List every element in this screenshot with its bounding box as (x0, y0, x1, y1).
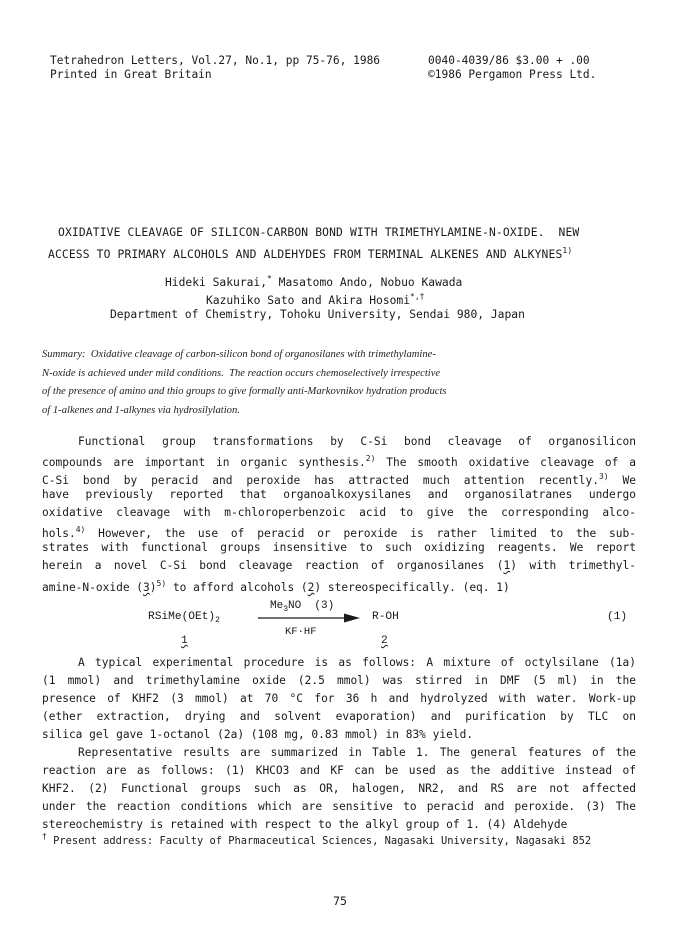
body-line: reaction are as follows: (1) KHCO3 and KF can be used as the additive instead of (42, 764, 636, 777)
summary-line: Summary: Oxidative cleavage of carbon-silicon bond of organosilanes with trimethylamine- (42, 349, 436, 360)
body-text: ) with trimethyl- (510, 559, 636, 572)
body-line: A typical experimental procedure is as follows: A mixture of octylsilane (1a) (78, 656, 636, 669)
body-text: compounds are important in organic synthesis. (42, 456, 366, 469)
body-line: stereochemistry is retained with respect to the alkyl group of 1. (4) Aldehyde (42, 818, 568, 831)
corresponding-mark: * (267, 274, 272, 283)
eq-reactant-text: RSiMe(OEt) (148, 611, 216, 623)
body-text: amine-N-oxide ( (42, 581, 144, 594)
eq-reagent-sub: 3 (283, 605, 289, 614)
authors-line-2-text: Kazuhiko Sato and Akira Hosomi (206, 294, 411, 307)
body-text: C-Si bond by peracid and peroxide has attracted much attention recently. (42, 474, 599, 487)
compound-number: 2 (307, 581, 315, 594)
eq-reactant-number: 1 (181, 635, 188, 647)
body-line: have previously reported that organoalkoxysilanes and organosilatranes undergo (42, 488, 636, 501)
authors-rest: Masatomo Ando, Nobuo Kawada (271, 276, 463, 289)
body-line: KHF2. (2) Functional groups such as OR, halogen, NR2, and RS are not affected (42, 782, 636, 795)
ref-mark: 2) (365, 454, 376, 463)
title-line-1: OXIDATIVE CLEAVAGE OF SILICON-CARBON BOND WITH TRIMETHYLAMINE-N-OXIDE. NEW (58, 226, 580, 239)
body-line: Functional group transformations by C-Si bond cleavage of organosilicon (78, 435, 636, 448)
eq-reactant-sub: 2 (215, 616, 220, 625)
body-line: presence of KHF2 (3 mmol) at 70 °C for 36 h and hydrolyzed with water. Work-up (42, 692, 636, 705)
body-line: amine-N-oxide $(3)^{5)}$ to afford alcohols (2) stereospecifically. (eq. 1) (42, 579, 510, 594)
issn-price: 0040-4039/86 $3.00 + .00 (428, 54, 590, 67)
ref-mark: 5) (156, 579, 167, 588)
ref-mark: 3) (598, 472, 609, 481)
eq-product-number: 2 (381, 635, 388, 647)
body-line: (1 mmol) and trimethylamine oxide (2.5 mmol) was stirred in DMF (5 ml) in the (42, 674, 636, 687)
journal-citation: Tetrahedron Letters, Vol.27, No.1, pp 75-76, 1986 (50, 54, 381, 67)
body-line: oxidative cleavage with m-chloroperbenzoic acid to give the corresponding alco- (42, 506, 636, 519)
body-text: We (622, 474, 636, 487)
body-line: (ether extraction, drying and solvent evaporation) and purification by TLC on (42, 710, 636, 723)
page-number: 75 (333, 894, 347, 908)
body-text: The smooth oxidative cleavage of a (386, 456, 636, 469)
summary-line: N-oxide is achieved under mild conditions. The reaction occurs chemoselectively irrespective (42, 367, 441, 379)
body-line: strates with functional groups insensitive to such oxidizing reagents. We report (42, 541, 636, 554)
body-text: herein a novel C-Si bond cleavage reaction of organosilanes ( (42, 559, 504, 572)
affiliation: Department of Chemistry, Tohoku University, Sendai 980, Japan (110, 308, 525, 321)
footnote-mark: † (42, 832, 47, 841)
summary-line: of 1-alkenes and 1-alkynes via hydrosilylation. (42, 405, 240, 417)
printed-in: Printed in Great Britain (50, 68, 212, 81)
eq-label: (1) (607, 611, 628, 623)
body-text: hols. (42, 527, 76, 540)
eq-reagent-rest: NO (3) (288, 600, 335, 612)
authors-line-2-mark: *,† (410, 292, 425, 301)
compound-number: 3 (143, 581, 150, 594)
footnote (42, 832, 591, 847)
body-line: under the reaction conditions which are sensitive to peracid and peroxide. (3) The (42, 800, 636, 813)
compound-number: 1 (503, 559, 511, 572)
body-line: silica gel gave 1-octanol (2a) (108 mg, 0.83 mmol) in 83% yield. (42, 728, 474, 741)
author-sakurai: Hideki Sakurai, (165, 276, 268, 289)
body-text: However, the use of peracid or peroxide is rather limited to the sub- (98, 527, 636, 540)
body-text: ) stereospecifically. (eq. 1) (314, 581, 510, 594)
copyright: ©1986 Pergamon Press Ltd. (428, 68, 597, 81)
ref-mark: 4) (75, 525, 86, 534)
eq-product: R-OH (372, 611, 399, 623)
eq-reagent-text: Me (270, 600, 284, 612)
title-line-2-text: ACCESS TO PRIMARY ALCOHOLS AND ALDEHYDES FROM TERMINAL ALKENES AND ALKYNES (48, 248, 563, 261)
body-line: Representative results are summarized in Table 1. The general features of the (78, 746, 636, 759)
footnote-text: Present address: Faculty of Pharmaceutical Sciences, Nagasaki University, Nagasaki 852 (53, 835, 592, 847)
summary-line: of the presence of amino and thio groups to give formally anti-Markovnikov hydration products (42, 386, 447, 398)
body-text: to afford alcohols ( (172, 581, 308, 594)
title-footnote-ref: 1) (562, 246, 573, 255)
eq-reagent-bottom: KF·HF (285, 626, 317, 638)
